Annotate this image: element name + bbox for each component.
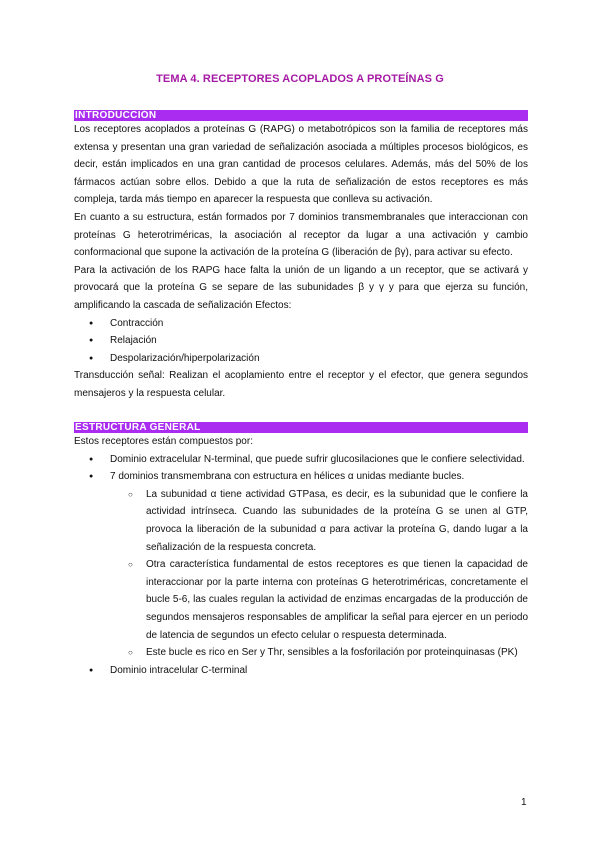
list-item-text: ● 7 dominios transmembrana con estructura en hélices α unidas mediante bucles.	[110, 471, 465, 483]
paragraph: Estos receptores están compuestos por:	[74, 436, 253, 447]
section-estructura-general	[74, 422, 528, 679]
structure-list	[74, 451, 528, 680]
list-item: ● Contracción	[74, 315, 528, 333]
list-item-text: ● Dominio intracelular C-terminal	[110, 664, 248, 676]
section-heading: INTRODUCCIÓN	[74, 110, 528, 121]
paragraph: Para la activación de los RAPG hace falta la unión de un ligando a un receptor, que se activará y provocará que la proteína G se separe de las subunidades β y γ y para que ejerza su función, amplificando la cascada de señalización Efectos:	[74, 264, 528, 311]
page-number: 1	[521, 797, 527, 808]
section-heading: ESTRUCTURA GENERAL	[74, 422, 528, 433]
paragraph: En cuanto a su estructura, están formados por 7 dominios transmembranales que interaccionan con proteínas G heterotriméricas, la asociación al receptor da lugar a una activación y cambio conformacional que supone la activación de la proteína G (liberación de βγ), para activar su efecto.	[74, 211, 528, 259]
page-title: TEMA 4. RECEPTORES ACOPLADOS A PROTEÍNAS G	[156, 73, 444, 85]
sub-list	[74, 486, 528, 662]
list-item	[74, 451, 528, 469]
list-item	[74, 468, 528, 662]
sub-list-item: ○ Este bucle es rico en Ser y Thr, sensibles a la fosforilación por proteinquinasas (PK)	[74, 644, 528, 662]
list-item-text: ● Dominio extracelular N-terminal, que puede sufrir glucosilaciones que le confiere selectividad.	[110, 453, 525, 465]
paragraph: Los receptores acoplados a proteínas G (RAPG) o metabotrópicos son la familia de receptores más extensa y presentan una gran variedad de señalización asociada a múltiples procesos biológicos, es decir, están implicados en una gran cantidad de procesos celulares. Además, más del 50% de los fármacos actúan sobre ellos. Debido a que la ruta de señalización de estos receptores es más compleja, tarda más tiempo en aparecer la respuesta que conlleva su activación.	[74, 124, 528, 206]
paragraph: Transducción señal: Realizan el acoplamiento entre el receptor y el efector, que genera segundos mensajeros y la respuesta celular.	[74, 370, 528, 399]
list-item: ● Despolarización/hiperpolarización	[74, 350, 528, 368]
section-introduccion	[74, 110, 528, 403]
sub-list-item: ○ Otra característica fundamental de estos receptores es que tienen la capacidad de interaccionar por la parte interna con proteínas G heterotriméricas, concretamente el bucle 5-6, las cuales regulan la actividad de enzimas encargadas de la producción de segundos mensajeros responsables de amplificar la señal para ejercer en un periodo de latencia de segundos un efecto celular o respuesta determinada.	[74, 556, 528, 644]
list-item	[74, 662, 528, 680]
effects-list	[74, 315, 528, 368]
sub-list-item: ○ La subunidad α tiene actividad GTPasa, es decir, es la subunidad que le confiere la actividad intrínseca. Cuando las subunidades de la proteína G se unen al GTP, provoca la liberación de la subunidad α para activar la proteína G, dando lugar a la señalización de la respuesta concreta.	[74, 486, 528, 556]
list-item: ● Relajación	[74, 332, 528, 350]
